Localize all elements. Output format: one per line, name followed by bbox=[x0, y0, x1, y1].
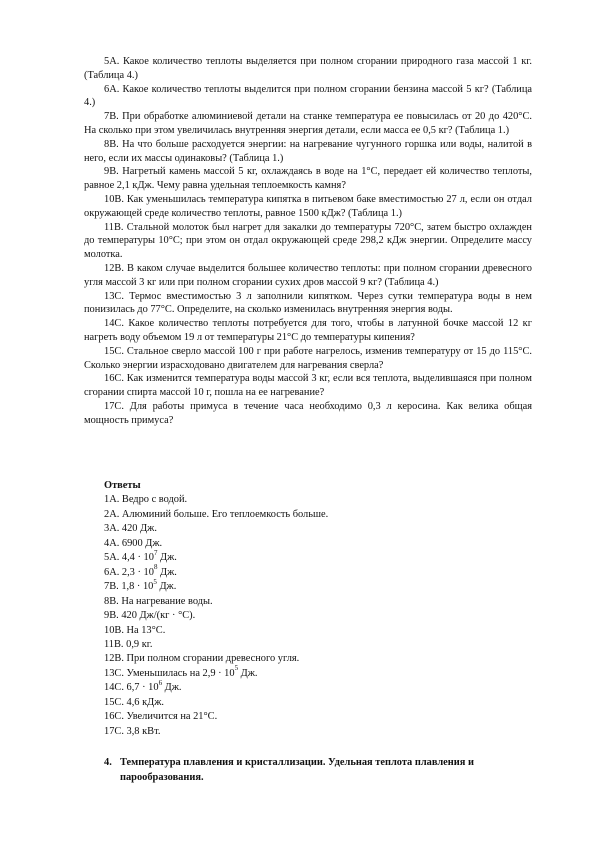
answer-text: 17С. 3,8 кВт. bbox=[104, 725, 161, 737]
problem-5a: 5А. Какое количество теплоты выделяется при полном сгорании природного газа массой 1 кг. (Таблица 4.) bbox=[84, 56, 532, 81]
problem-7b: 7В. При обработке алюминиевой детали на станке температура ее повысилась от 20 до 420°С. На сколько при этом увеличилась внутренняя энергия детали, если масса ее 0,5 кг? (Таблица 1.) bbox=[84, 111, 532, 136]
answer-unit: Дж. bbox=[238, 667, 258, 679]
section-title-continued: парообразования. bbox=[120, 771, 204, 783]
answer-unit: Дж. bbox=[162, 682, 182, 694]
answer-2a bbox=[104, 508, 524, 522]
problem-8b: 8В. На что больше расходуется энергии: на нагревание чугунного горшка или воды, налитой в него, если их массы одинаковы? (Таблица 1.) bbox=[84, 138, 532, 164]
problem-17c: 17С. Для работы примуса в течение часа необходимо 0,3 л керосина. Как велика общая мощность примуса? bbox=[84, 400, 532, 426]
answer-14c bbox=[104, 678, 524, 695]
answer-text: 13С. Уменьшилась на 2,9 · 10 bbox=[104, 667, 235, 679]
answer-6a bbox=[104, 563, 524, 580]
section-number: 4. bbox=[104, 757, 112, 768]
answer-unit: Дж. bbox=[157, 552, 177, 564]
answer-16c bbox=[104, 710, 524, 724]
problem-14c: 14С. Какое количество теплоты потребуется для того, чтобы в латунной бочке массой 12 кг нагреть воду объемом 19 л от температуры 21°С до температуры кипения? bbox=[84, 318, 532, 343]
section-heading-line1 bbox=[104, 756, 534, 771]
problem-11b: 11В. Стальной молоток был нагрет для закалки до температуры 720°С, затем быстро охлажден до температуры 10°С; при этом он отдал окружающей среде 298,2 кДж энергии. Определите массу молотка. bbox=[84, 221, 532, 261]
exponent: 5 bbox=[234, 664, 239, 673]
answer-text: 6А. 2,3 · 10 bbox=[104, 566, 154, 578]
answer-text: 1А. Ведро с водой. bbox=[104, 494, 188, 506]
answer-12b bbox=[104, 652, 524, 666]
problem-9b: 9В. Нагретый камень массой 5 кг, охлаждаясь в воде на 1°С, передает ей количество теплоты, равное 2,1 кДж. Чему равна удельная теплоемкость камня? bbox=[84, 166, 532, 192]
answers-title: Ответы bbox=[104, 480, 141, 491]
exponent: 6 bbox=[158, 678, 163, 687]
problem-12b: 12В. В каком случае выделится большее количество теплоты: при полном сгорании древесного угля массой 3 кг или при полном сгорании сухих дров массой 9 кг? (Таблица 4.) bbox=[84, 262, 532, 288]
answer-text: 15С. 4,6 кДж. bbox=[104, 696, 165, 708]
answer-4a bbox=[104, 537, 524, 551]
answer-text: 2А. Алюминий больше. Его теплоемкость больше. bbox=[104, 508, 329, 520]
answer-text: 9В. 420 Дж/(кг · °С). bbox=[104, 610, 196, 622]
answer-5a bbox=[104, 548, 524, 565]
answer-11b bbox=[104, 638, 524, 652]
answer-text: 12В. При полном сгорании древесного угля. bbox=[104, 653, 300, 665]
answer-13c bbox=[104, 664, 524, 681]
section-heading bbox=[104, 756, 534, 785]
answer-text: 11В. 0,9 кг. bbox=[104, 638, 153, 650]
answer-17c bbox=[104, 725, 524, 739]
exponent: 5 bbox=[153, 577, 157, 586]
answer-15c bbox=[104, 696, 524, 710]
answer-10b bbox=[104, 624, 524, 638]
answer-text: 16С. Увеличится на 21°С. bbox=[104, 711, 218, 723]
answer-text: 10В. На 13°С. bbox=[104, 624, 166, 636]
answer-unit: Дж. bbox=[157, 566, 177, 578]
answer-text: 5А. 4,4 · 10 bbox=[104, 552, 154, 564]
answer-text: 3А. 420 Дж. bbox=[104, 523, 157, 535]
problems-list bbox=[84, 55, 532, 428]
answer-8b bbox=[104, 595, 524, 609]
answer-unit: Дж. bbox=[156, 581, 177, 593]
problem-10b: 10В. Как уменьшилась температура кипятка в питьевом баке вместимостью 27 л, если он отдал окружающей среде количество теплоты, равное 1500 кДж? (Таблица 1.) bbox=[84, 193, 532, 219]
exponent: 8 bbox=[153, 563, 158, 572]
answer-text: 14С. 6,7 · 10 bbox=[104, 682, 159, 694]
problem-15c: 15С. Стальное сверло массой 100 г при работе нагрелось, изменив температуру от 15 до 115°С. Сколько энергии израсходовано двигателем для нагревания сверла? bbox=[84, 345, 532, 371]
answer-text: 7В. 1,8 · 10 bbox=[104, 581, 154, 593]
answer-text: 4А. 6900 Дж. bbox=[104, 537, 163, 549]
answer-text: 8В. На нагревание воды. bbox=[104, 595, 213, 607]
answers-section bbox=[104, 479, 524, 739]
section-title: Температура плавления и кристаллизации. Удельная теплота плавления и bbox=[120, 757, 474, 768]
problem-6a: 6А. Какое количество теплоты выделится при полном сгорании бензина массой 5 кг? (Таблица 4.) bbox=[84, 83, 532, 109]
answer-1a bbox=[104, 493, 524, 507]
answer-3a bbox=[104, 522, 524, 536]
answer-7b bbox=[104, 577, 524, 594]
problem-16c: 16С. Как изменится температура воды массой 3 кг, если вся теплота, выделившаяся при полном сгорании спирта массой 10 г, пошла на ее нагревание? bbox=[84, 373, 532, 399]
exponent: 7 bbox=[153, 548, 158, 557]
answer-9b bbox=[104, 609, 524, 623]
problem-13c: 13С. Термос вместимостью 3 л заполнили кипятком. Через сутки температура воды в нем понизилась до 77°С. Определите, на сколько изменилась внутренняя энергия воды. bbox=[84, 290, 532, 316]
